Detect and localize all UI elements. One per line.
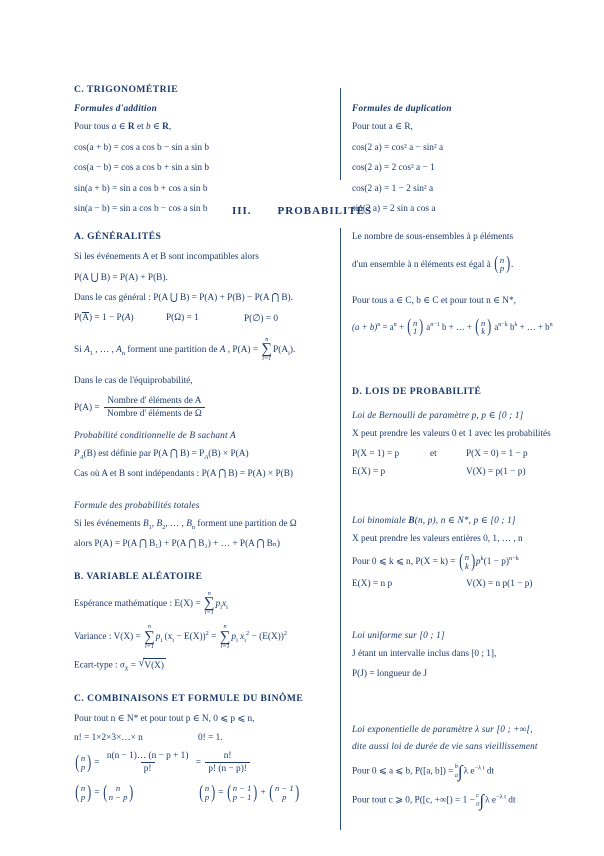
binomial-values: X peut prendre les valeurs entières 0, 1, … , n	[352, 533, 523, 544]
binom-subsets: ( n p )	[494, 253, 510, 275]
equiprobability-intro: Dans le cas de l'équiprobabilité,	[74, 376, 193, 387]
totales-B2-sub: 2	[162, 523, 166, 531]
exp-line2-body: λ e	[485, 795, 497, 806]
var-b: b	[145, 122, 151, 132]
equiprobability-fraction	[104, 396, 205, 420]
bernoulli-et: et	[430, 448, 437, 459]
incompatible-events-line: Si les événements A et B sont incompatibles alors	[74, 252, 259, 262]
newton-t1: a	[424, 321, 431, 332]
bernoulli-moments-row	[352, 467, 598, 477]
partition-An-sub: n	[121, 349, 126, 357]
totales-B2: B	[156, 518, 163, 529]
right-column	[352, 231, 598, 817]
binomial-p-sup: k	[480, 555, 484, 563]
formula-sin-diff: sin(a − b) = sin a cos b − cos a sin b	[74, 204, 208, 215]
binom-sym-left: ( n p )	[75, 781, 91, 803]
var-term-sup: 2	[205, 630, 209, 638]
subsets-period: .	[511, 259, 514, 270]
bernoulli-probabilities-row	[352, 449, 598, 459]
addition-formulas-subheading: Formules d'addition	[74, 104, 158, 114]
var-tail: − (E(X))	[249, 632, 284, 643]
var-equals: =	[208, 632, 219, 643]
binomial-variance: V(X) = n p(1 − p)	[466, 578, 533, 589]
variance-sum-1: n ∑ i=1	[144, 623, 155, 650]
integral-1: b a ∫	[454, 761, 463, 781]
binomial-title-post: (n, p), n ∈ N*, p ∈ [0 ; 1]	[414, 515, 516, 526]
newton-t2-tail: + … + b	[517, 321, 550, 332]
sigma-sub: X	[124, 665, 129, 673]
var-x2-sup: 2	[246, 630, 250, 638]
var-p2: p	[231, 632, 237, 643]
sum-upper-limit: n	[265, 335, 269, 343]
symmetry-identity: ( n p ) = ( n n − p )	[75, 781, 134, 803]
sigma-symbol: σ	[119, 660, 125, 671]
newton-t2-b: b	[507, 321, 515, 332]
exponential-law-subtitle: dite aussi loi de durée de vie sans vieillissement	[352, 741, 538, 752]
pascal-b-top: n − 1	[274, 782, 294, 793]
integral-2: c 0 ∫	[476, 790, 485, 810]
binomial-coefficient-formula: ( n p ) = $\frac{n(n - 1)\dots (n - p + 1)}{p!}$ = $\frac{n!}{p! (n - p)!}$	[74, 751, 330, 775]
newton-eq-sup: n	[393, 321, 397, 328]
var-sum2-upper: n	[223, 623, 227, 631]
binom-num-1: n(n − 1)… (n − p + 1)	[106, 751, 189, 762]
combinations-heading: C. COMBINAISONS ET FORMULE DU BINÔME	[74, 692, 304, 704]
partition-ellipsis: , … ,	[92, 344, 117, 355]
complement-formula: P(Ā) = 1 − P(A)	[74, 312, 134, 323]
binom-pascal-b: ( n − 1 p )	[269, 781, 300, 803]
var-sum2-lower: i=1	[220, 642, 230, 650]
subsets-binom-bottom: p	[499, 263, 505, 274]
expectation-sum: n ∑ i=1	[203, 589, 215, 617]
total-probability-subheading: Formule des probabilités totales	[74, 500, 200, 511]
var-sum1-upper: n	[147, 623, 151, 631]
binom-pascal-lhs: ( n p )	[199, 781, 215, 803]
binom-den-1: p!	[141, 762, 155, 774]
stddev-label: Ecart-type :	[74, 660, 120, 671]
radicand: V(X)	[143, 658, 166, 673]
var-p2-sub: i	[236, 637, 238, 645]
exp-line2-pre: Pour tout c ⩾ 0, P([c, +∞[) = 1 −	[352, 795, 478, 806]
binomial-expectation: E(X) = n p	[352, 578, 393, 589]
sum-body-end: ).	[289, 344, 296, 355]
binomial-nk-bottom: k	[464, 561, 469, 572]
var-x2-sub: i	[244, 637, 247, 645]
integral2-lower: 0	[476, 800, 480, 808]
cond-P: P	[74, 448, 80, 459]
partition-formula	[74, 337, 330, 363]
exp-p: p	[215, 598, 221, 609]
integral2-upper: c	[476, 791, 480, 799]
binom-top-n: n	[80, 753, 86, 764]
equiprobability-formula	[74, 396, 330, 420]
newton-b2-bottom: k	[481, 326, 486, 337]
bernoulli-expectation: E(X) = p	[352, 466, 386, 477]
formula-cos2a-2: cos(2 a) = 2 cos² a − 1	[352, 163, 435, 174]
uniform-interval-line: J étant un intervalle inclus dans [0 ; 1],	[352, 648, 497, 659]
binomial-moments-row	[352, 579, 598, 589]
sum-body-sub: i	[288, 349, 290, 357]
zero-factorial: 0! = 1.	[198, 733, 223, 744]
binomial-pmf-pre: Pour 0 ⩽ k ⩽ n, P(X = k) =	[352, 557, 458, 568]
exp-line2-dt: dt	[505, 795, 516, 806]
binomial-law-title	[352, 515, 598, 526]
generalites-heading: A. GÉNÉRALITÉS	[74, 231, 162, 242]
binom-sym-right: ( n n − p )	[103, 781, 134, 803]
total-probability-line2: alors P(A) = P(A ⋂ B₁) + P(A ⋂ B₂) + … + P(A ⋂ Bₙ)	[74, 539, 280, 550]
chapter-number: III.	[231, 205, 252, 217]
chapter-title: PROBABILITÉS	[277, 205, 373, 217]
binom-den-2: p! (n − p)!	[205, 762, 250, 774]
summation-symbol: n ∑ i=1	[261, 335, 273, 363]
duplication-intro: Pour tout a ∈ R,	[352, 122, 413, 132]
bernoulli-values: X peut prendre les valeurs 0 et 1 avec les probabilités	[352, 429, 551, 440]
newton-b1-bottom: 1	[412, 326, 418, 337]
newton-binomial-formula	[352, 316, 598, 338]
exp-line1-body: λ e	[463, 766, 475, 777]
square-root: √ V(X)	[138, 656, 164, 671]
expectation-label: Espérance mathématique : E(X) =	[74, 598, 203, 609]
exponential-interval-probability	[352, 763, 598, 780]
exp-line2-body-sup: −λ t	[496, 793, 506, 801]
sum-lower-limit: i=1	[262, 355, 272, 363]
trigonometry-heading: C. TRIGONOMÉTRIE	[74, 84, 179, 95]
newton-t2-sup: n−k	[498, 321, 508, 328]
newton-lhs-sup: n	[377, 321, 381, 328]
basic-probability-row	[74, 313, 330, 324]
member-sign-2: ∈	[150, 122, 163, 132]
formula-sin-sum: sin(a + b) = sin a cos b + cos a sin b	[74, 183, 208, 194]
totales-B1: B	[142, 518, 149, 529]
expectation-formula	[74, 591, 330, 617]
binomial-nk-top: n	[464, 552, 469, 563]
factorial-definition: n! = 1×2×3×…× n	[74, 733, 143, 744]
partition-An: A	[116, 344, 122, 355]
newton-b1-top: n	[412, 317, 418, 328]
pascal-a-top: n − 1	[232, 782, 252, 793]
newton-t2: a	[492, 321, 499, 332]
var-term-rest: − E(X))	[174, 632, 206, 643]
equiprob-lhs: P(A) =	[74, 402, 102, 413]
exp-line1-body-sup: −λ t	[474, 764, 485, 772]
pascal-identity: ( n p ) = ( n − 1 p − 1 ) + ( n − 1 p )	[199, 781, 300, 803]
exp-p-sub: i	[220, 603, 223, 611]
conj-et: et	[134, 122, 146, 132]
partition-text: forment une partition de	[125, 344, 220, 355]
exp-line1-pre: Pour 0 ⩽ a ⩽ b, P([a, b]) =	[352, 766, 456, 777]
pascal-lhs-top: n	[204, 782, 210, 793]
newton-b2-top: n	[480, 317, 486, 328]
stddev-equals: =	[128, 660, 139, 671]
exp-x-sub: i	[226, 603, 228, 611]
binom-newton-2: ( n k )	[475, 316, 491, 338]
binom-fraction-2	[205, 751, 250, 775]
union-formula: P(A ⋃ B) = P(A) + P(B).	[74, 272, 168, 283]
column-divider-main	[340, 228, 341, 830]
exponential-tail-probability	[352, 792, 598, 809]
conditional-definition	[74, 448, 330, 461]
cond-P-sub2: A	[204, 453, 209, 461]
bernoulli-variance: V(X) = p(1 − p)	[466, 466, 526, 477]
exp-sum-lower: i=1	[204, 609, 214, 617]
sum-body: P(A	[273, 344, 289, 355]
binom-pascal-a: ( n − 1 p − 1 )	[227, 781, 258, 803]
subsets-line1: Le nombre de sous-ensembles à p éléments	[352, 232, 514, 242]
independence-line: Cas où A et B sont indépendants : P(A ⋂ B) = P(A) × P(B)	[74, 469, 294, 480]
partition-A1: A	[84, 344, 90, 355]
newton-plus: +	[396, 321, 407, 332]
pascal-a-bottom: p − 1	[232, 791, 252, 802]
partition-prefix: Si	[74, 344, 85, 355]
sym-right-top: n	[115, 782, 121, 793]
var-p1-sub: i	[160, 637, 163, 645]
variance-formula	[74, 624, 330, 650]
formula-sin2a: sin(2 a) = 2 sin a cos a	[352, 204, 436, 215]
random-variable-heading: B. VARIABLE ALÉATOIRE	[74, 570, 203, 582]
partition-A1-sub: 1	[89, 349, 93, 357]
cond-def-text: (B) est définie par P(A ⋂ B) = P	[83, 448, 205, 459]
member-sign-1: ∈	[116, 122, 128, 132]
exp-x: x	[222, 598, 227, 609]
newton-lhs: (a + b)	[352, 321, 378, 332]
column-divider-top	[340, 88, 341, 180]
newton-t2-tail-sup: n	[549, 321, 553, 328]
general-case-line: Dans le cas général : P(A ⋃ B) = P(A) + P(B) − P(A ⋂ B).	[74, 293, 293, 304]
bernoulli-p1: P(X = 1) = p	[352, 448, 400, 459]
set-R-2: R	[162, 122, 169, 132]
omega-formula: P(Ω) = 1	[166, 312, 199, 323]
partition-target-A: A	[219, 344, 226, 355]
newton-t2-b-sup: k	[514, 321, 518, 328]
left-column	[74, 231, 330, 809]
var-p1: p	[155, 632, 161, 643]
binomial-identities-row	[74, 781, 330, 803]
newton-t1-sup: n−1	[430, 321, 440, 328]
duplication-subheading: Formules de duplication	[352, 104, 452, 114]
cond-def-tail: (B) × P(A)	[208, 448, 249, 459]
conditional-probability-subheading: Probabilité conditionnelle de B sachant A	[74, 430, 236, 441]
var-tail-sup: 2	[283, 630, 288, 638]
chapter-heading	[0, 205, 604, 217]
newton-intro: Pour tous a ∈ C, b ∈ C et pour tout n ∈ N*,	[352, 296, 516, 307]
totales-suffix: forment une partition de Ω	[195, 518, 297, 529]
equiprob-numerator: Nombre d' éléments de A	[107, 395, 202, 406]
binom-bottom-p: p	[80, 761, 86, 772]
totales-Bn: B	[186, 518, 192, 529]
trigonometry-block	[74, 84, 330, 224]
binom-fraction-1	[104, 751, 192, 775]
subsets-binom-top: n	[499, 254, 505, 265]
exponential-law-title: Loi exponentielle de paramètre λ sur [0 ; +∞[,	[352, 724, 533, 735]
newton-t1-tail: b + … +	[439, 321, 475, 332]
variance-sum-2: n ∑ i=1	[219, 623, 231, 650]
bernoulli-p0: P(X = 0) = 1 − p	[466, 448, 528, 459]
binom-np: ( n p )	[75, 751, 91, 773]
binomial-tail-sup: n−k	[509, 555, 519, 563]
combinations-intro: Pour tout n ∈ N* et pour tout p ∈ N, 0 ⩽ p ⩽ n,	[74, 713, 255, 724]
empty-set-formula: P(∅) = 0	[244, 313, 279, 324]
intro-prefix: Pour tous	[74, 122, 112, 132]
sym-left-bottom: p	[80, 791, 86, 802]
binomial-pmf	[352, 550, 598, 572]
binom-nk: ( n k )	[459, 550, 475, 572]
set-R-1: R	[127, 122, 135, 132]
totales-Bn-sub: n	[191, 523, 196, 531]
binomial-tail: (1 − p)	[483, 557, 510, 568]
var-term-sub: i	[172, 637, 175, 645]
var-sum1-lower: i=1	[144, 642, 154, 650]
formula-cos2a-1: cos(2 a) = cos² a − sin² a	[352, 142, 444, 153]
partition-eq: , P(A) =	[225, 344, 261, 355]
factorial-row	[74, 733, 330, 743]
exp-sum-upper: n	[207, 589, 211, 597]
var-term-open: (x	[162, 632, 173, 643]
formula-cos-diff: cos(a − b) = cos a cos b + sin a sin b	[74, 163, 210, 174]
var-a: a	[111, 122, 117, 132]
addition-intro: Pour tous a ∈ R et b ∈ R,	[74, 122, 172, 132]
totales-prefix: Si les événements	[74, 518, 143, 529]
var-x2: x	[237, 632, 245, 643]
bernoulli-title: Loi de Bernoulli de paramètre p, p ∈ [0 ; 1]	[352, 411, 524, 422]
pascal-lhs-bottom: p	[204, 791, 210, 802]
binomial-symbol-B: B	[408, 515, 415, 526]
uniform-law-title: Loi uniforme sur [0 ; 1]	[352, 630, 445, 641]
exp-line1-dt: dt	[484, 766, 495, 777]
probability-laws-heading: D. LOIS DE PROBABILITÉ	[352, 386, 482, 398]
binom-num-2: n!	[223, 751, 232, 762]
subsets-line2	[352, 253, 598, 275]
integral1-lower: a	[454, 771, 458, 779]
pascal-b-bottom: p	[282, 791, 287, 802]
totales-B1-sub: 1	[148, 523, 152, 531]
formula-cos-sum: cos(a + b) = cos a cos b − sin a sin b	[74, 142, 210, 153]
newton-eq: = a	[380, 321, 394, 332]
cond-P-sub: A	[79, 453, 84, 461]
sym-left-top: n	[80, 782, 86, 793]
binomial-p: p	[475, 557, 481, 568]
total-probability-line1: Si les événements $B_1$, $B_2$, … , $B_n$ forment une partition de Ω	[74, 518, 297, 531]
subsets-text: d'un ensemble à n éléments est égal à	[352, 259, 494, 270]
binom-newton-1: ( n 1 )	[407, 316, 423, 338]
formula-cos2a-3: cos(2 a) = 1 − 2 sin² a	[352, 183, 434, 194]
sym-right-bottom: n − p	[108, 791, 128, 802]
integral1-upper: b	[454, 762, 458, 770]
binomial-title-pre: Loi binomiale	[352, 515, 409, 526]
uniform-probability-line: P(J) = longueur de J	[352, 669, 427, 680]
standard-deviation-formula	[74, 658, 330, 673]
variance-label: Variance : V(X) =	[74, 632, 144, 643]
equiprob-denominator: Nombre d' éléments de Ω	[104, 407, 205, 419]
